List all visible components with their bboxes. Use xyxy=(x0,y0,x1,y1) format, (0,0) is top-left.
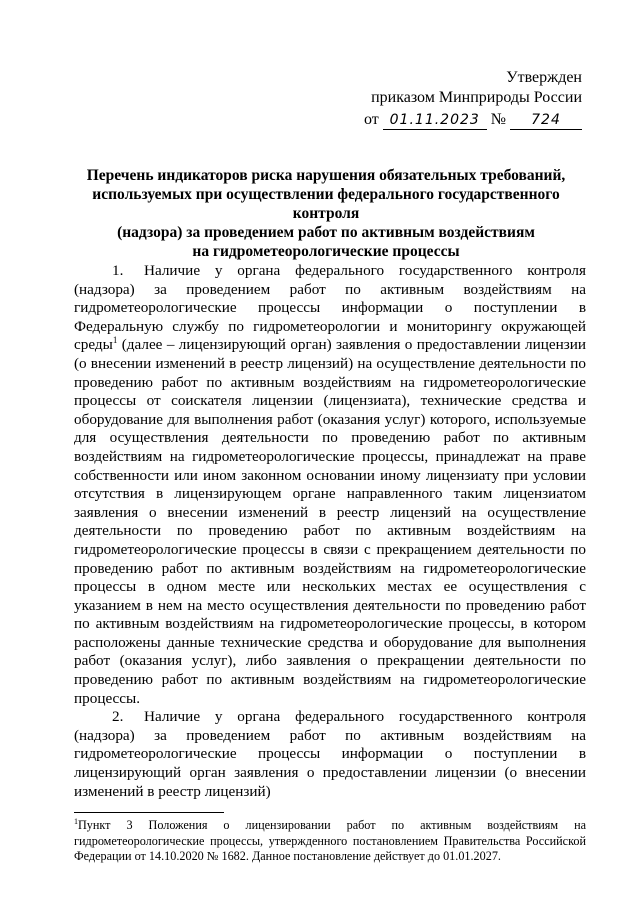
document-body xyxy=(74,262,586,801)
handwritten-number: 724 xyxy=(510,111,582,130)
title-line: на гидрометеорологические процессы xyxy=(192,243,460,260)
approval-order: приказом Минприроды России xyxy=(371,89,582,106)
indicator-item-1 xyxy=(74,262,586,708)
indicator-item-2 xyxy=(74,708,586,801)
approval-date-row xyxy=(364,110,582,130)
footnote xyxy=(74,818,586,865)
number-prefix: № xyxy=(490,111,506,128)
item-text-continued: (далее – лицензирующий орган) заявления о предоставлении лицензии (о внесении изменений в реестр лицензий) на осуществление деятельности по проведению работ по активным воздействиям на гидрометеорологические процессы от соискателя лицензии (лицензиата), технические средства и оборудование для выполнения работ (оказания услуг) которого, используемые для осуществления деятельности по проведению работ по активным воздействиям на гидрометеорологические процессы, принадлежат на праве собственности или ином законном основании иному лицензиату при условии отсутствия в лицензирующем органе направленного таким лицензиатом заявления о внесении изменений в реестр лицензий на осуществление деятельности по проведению работ по активным воздействиям на гидрометеорологические процессы в связи с прекращением деятельности по проведению работ по активным воздействиям на гидрометеорологические процессы в одном месте или нескольких местах ее осуществления с указанием в нем на место осуществления деятельности по проведению работ по активным воздействиям на гидрометеорологические процессы, в котором расположены данные технические средства и оборудование для выполнения работ (оказания услуг), либо заявления о прекращении деятельности по проведению работ по активным воздействиям на гидрометеорологические процессы. xyxy=(74,336,586,707)
date-prefix: от xyxy=(363,111,379,128)
footnote-marker: 1 xyxy=(74,816,78,826)
item-text: Наличие у органа федерального государственного контроля (надзора) за проведением работ по активным воздействиям на гидрометеорологические процессы информации о поступлении в Федеральную службу по гидрометеорологии и мониторингу окружающей среды xyxy=(74,262,586,354)
footnote-divider xyxy=(74,812,224,813)
item-text: Наличие у органа федерального государственного контроля (надзора) за проведением работ по активным воздействиям на гидрометеорологические процессы информации о поступлении в лицензирующий орган заявления о предоставлении лицензии (о внесении изменений в реестр лицензий) xyxy=(74,708,586,800)
approval-block xyxy=(364,68,582,130)
document-title xyxy=(66,166,586,261)
footnote-text: Пункт 3 Положения о лицензировании работ по активным воздействиям на гидрометеорологические процессы, утвержденного постановлением Правительства Российской Федерации от 14.10.2020 № 1682. Данное постановление действует до 01.01.2027. xyxy=(74,818,586,863)
title-line: используемых при осуществлении федерального государственного контроля xyxy=(92,186,560,222)
title-line: (надзора) за проведением работ по активным воздействиям xyxy=(117,224,535,241)
item-number: 2. xyxy=(112,708,124,726)
approval-label: Утвержден xyxy=(506,69,582,86)
item-number: 1. xyxy=(112,262,124,279)
footnote-ref: 1 xyxy=(112,335,118,346)
handwritten-date: 01.11.2023 xyxy=(383,111,487,130)
title-line: Перечень индикаторов риска нарушения обязательных требований, xyxy=(86,167,566,184)
